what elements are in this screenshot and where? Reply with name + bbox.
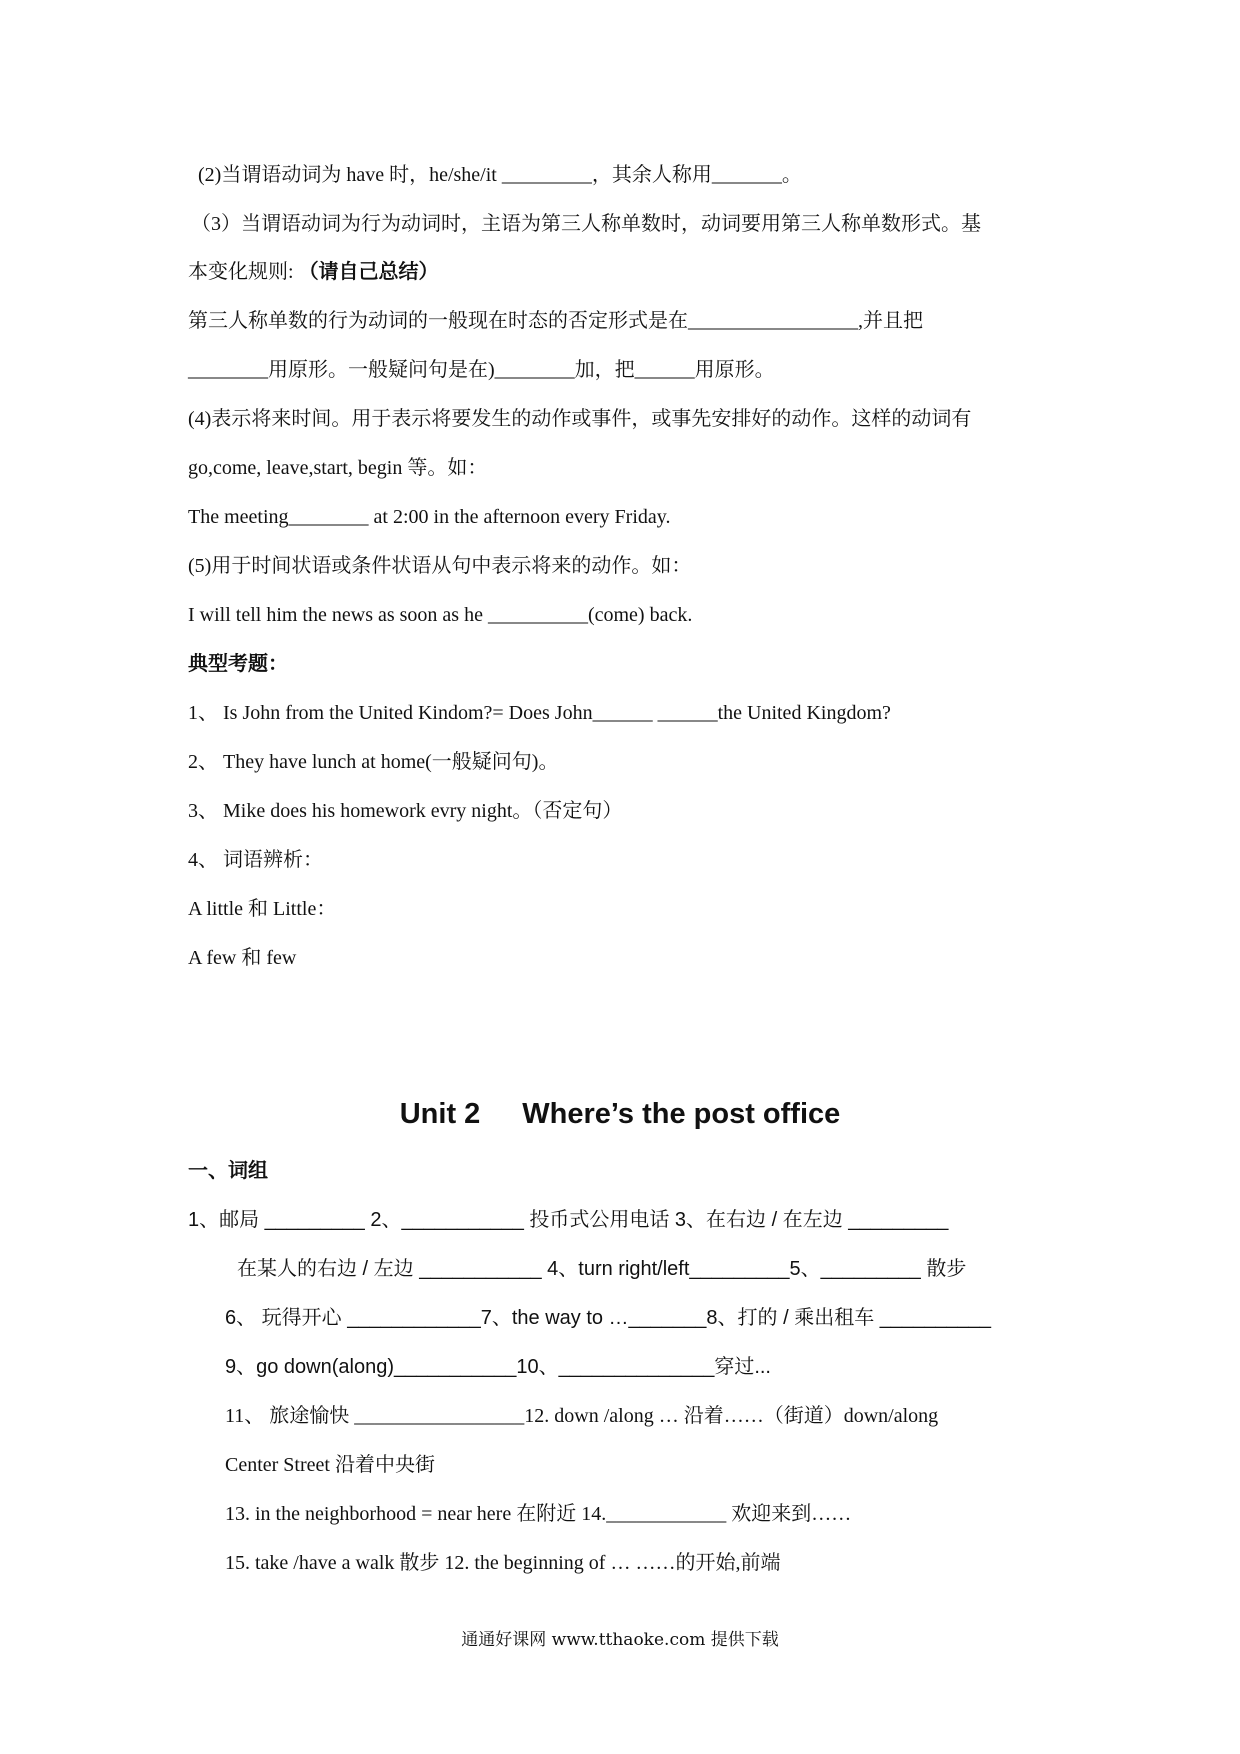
phrase-line-7: 13. in the neighborhood = near here 在附近 14.____________ 欢迎来到…… bbox=[225, 1503, 852, 1525]
rules-label: 本变化规则: bbox=[188, 261, 299, 283]
exam-item-2: 2、 They have lunch at home(一般疑问句)。 bbox=[188, 751, 559, 773]
exam-heading: 典型考题： bbox=[188, 653, 288, 675]
grammar-line-negative: 第三人称单数的行为动词的一般现在时态的否定形式是在_________________,并且把 bbox=[188, 310, 923, 332]
exam-item-a-few: A few 和 few bbox=[188, 947, 297, 969]
phrase-line-4: 9、go down(along)___________10、______________穿过... bbox=[225, 1356, 771, 1378]
grammar-line-3: （3）当谓语动词为行为动词时，主语为第三人称单数时，动词要用第三人称单数形式。基 bbox=[191, 213, 981, 235]
exam-item-3: 3、 Mike does his homework evry night。（否定句） bbox=[188, 800, 623, 822]
grammar-line-5: (5)用于时间状语或条件状语从句中表示将来的动作。如： bbox=[188, 555, 692, 577]
unit-name: Where’s the post office bbox=[522, 1098, 841, 1130]
exam-item-a-little: A little 和 Little： bbox=[188, 898, 337, 920]
exam-item-4: 4、 词语辨析： bbox=[188, 849, 323, 871]
phrase-line-5: 11、 旅途愉快 _________________12. down /along … 沿着……（街道）down/along bbox=[225, 1405, 939, 1427]
phrase-line-3: 6、 玩得开心 ____________7、the way to …_______8、打的 / 乘出租车 __________ bbox=[225, 1307, 991, 1329]
grammar-line-2: (2)当谓语动词为 have 时，he/she/it _________，其余人称用_______。 bbox=[198, 164, 802, 186]
grammar-line-4: (4)表示将来时间。用于表示将要发生的动作或事件，或事先安排好的动作。这样的动词有 bbox=[188, 408, 972, 430]
unit-title bbox=[0, 1098, 1240, 1131]
section-heading: 一、词组 bbox=[188, 1160, 268, 1182]
grammar-example-meeting: The meeting________ at 2:00 in the afternoon every Friday. bbox=[188, 506, 671, 528]
phrase-line-1: 1、邮局 _________ 2、___________ 投币式公用电话 3、在右边 / 在左边 _________ bbox=[188, 1209, 949, 1231]
phrase-line-6: Center Street 沿着中央街 bbox=[225, 1454, 435, 1476]
exam-item-1: 1、 Is John from the United Kindom?= Does John______ ______the United Kingdom? bbox=[188, 702, 891, 724]
grammar-line-verbs: go,come, leave,start, begin 等。如： bbox=[188, 457, 488, 479]
grammar-line-rules bbox=[188, 258, 439, 286]
grammar-line-question: ________用原形。一般疑问句是在)________加，把______用原形。 bbox=[188, 359, 775, 381]
phrase-line-8: 15. take /have a walk 散步 12. the beginning of … ……的开始,前端 bbox=[225, 1552, 781, 1574]
page-footer: 通通好课网 www.tthaoke.com 提供下载 bbox=[461, 1630, 779, 1650]
rules-note: （请自己总结） bbox=[298, 261, 439, 283]
grammar-example-come: I will tell him the news as soon as he __________(come) back. bbox=[188, 604, 693, 626]
phrase-line-2: 在某人的右边 / 左边 ___________ 4、turn right/left_________5、_________ 散步 bbox=[237, 1258, 967, 1280]
unit-number: Unit 2 bbox=[399, 1098, 481, 1130]
